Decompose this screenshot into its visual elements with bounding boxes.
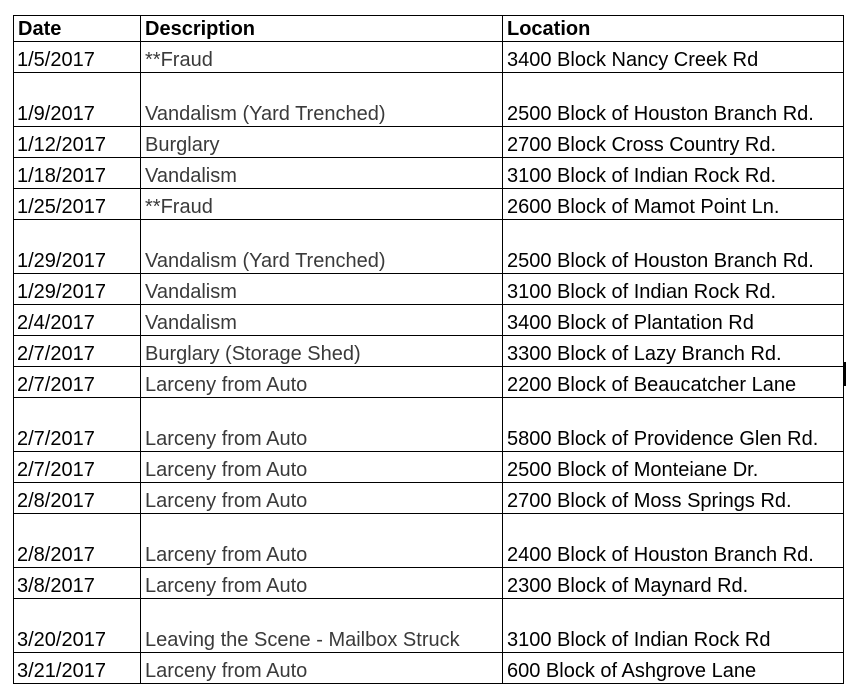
date-cell: 2/7/2017 bbox=[14, 367, 141, 398]
location-cell: 2600 Block of Mamot Point Ln. bbox=[503, 189, 844, 220]
date-cell: 3/21/2017 bbox=[14, 653, 141, 684]
table-row bbox=[14, 483, 844, 514]
header-date: Date bbox=[14, 16, 141, 42]
date-cell: 1/25/2017 bbox=[14, 189, 141, 220]
table-row bbox=[14, 599, 844, 653]
date-cell: 2/4/2017 bbox=[14, 305, 141, 336]
table-row bbox=[14, 336, 844, 367]
date-cell: 1/9/2017 bbox=[14, 73, 141, 127]
header-row bbox=[14, 16, 844, 42]
header-description: Description bbox=[141, 16, 503, 42]
description-cell: Larceny from Auto bbox=[141, 452, 503, 483]
table-row bbox=[14, 514, 844, 568]
table-row bbox=[14, 73, 844, 127]
table-row bbox=[14, 274, 844, 305]
description-cell: Larceny from Auto bbox=[141, 483, 503, 514]
location-cell: 3400 Block Nancy Creek Rd bbox=[503, 42, 844, 73]
table-row bbox=[14, 220, 844, 274]
description-cell: Vandalism bbox=[141, 274, 503, 305]
date-cell: 1/18/2017 bbox=[14, 158, 141, 189]
description-cell: Leaving the Scene - Mailbox Struck bbox=[141, 599, 503, 653]
description-cell: Larceny from Auto bbox=[141, 514, 503, 568]
table-row bbox=[14, 452, 844, 483]
date-cell: 1/5/2017 bbox=[14, 42, 141, 73]
table-row bbox=[14, 568, 844, 599]
table-row bbox=[14, 398, 844, 452]
description-cell: Vandalism bbox=[141, 305, 503, 336]
date-cell: 1/12/2017 bbox=[14, 127, 141, 158]
date-cell: 2/8/2017 bbox=[14, 514, 141, 568]
date-cell: 2/7/2017 bbox=[14, 398, 141, 452]
location-cell: 2500 Block of Houston Branch Rd. bbox=[503, 220, 844, 274]
location-cell: 2700 Block Cross Country Rd. bbox=[503, 127, 844, 158]
description-cell: Larceny from Auto bbox=[141, 398, 503, 452]
table-row bbox=[14, 127, 844, 158]
location-cell: 3400 Block of Plantation Rd bbox=[503, 305, 844, 336]
table-row bbox=[14, 305, 844, 336]
date-cell: 1/29/2017 bbox=[14, 220, 141, 274]
description-cell: Vandalism (Yard Trenched) bbox=[141, 73, 503, 127]
location-cell: 2500 Block of Houston Branch Rd. bbox=[503, 73, 844, 127]
incident-table bbox=[13, 15, 844, 684]
location-cell: 3100 Block of Indian Rock Rd. bbox=[503, 274, 844, 305]
description-cell: Vandalism bbox=[141, 158, 503, 189]
location-cell: 2700 Block of Moss Springs Rd. bbox=[503, 483, 844, 514]
date-cell: 2/7/2017 bbox=[14, 452, 141, 483]
description-cell: Larceny from Auto bbox=[141, 653, 503, 684]
location-cell: 2200 Block of Beaucatcher Lane bbox=[503, 367, 844, 398]
header-location: Location bbox=[503, 16, 844, 42]
description-cell: Vandalism (Yard Trenched) bbox=[141, 220, 503, 274]
description-cell: Burglary (Storage Shed) bbox=[141, 336, 503, 367]
description-cell: Larceny from Auto bbox=[141, 568, 503, 599]
date-cell: 3/8/2017 bbox=[14, 568, 141, 599]
location-cell: 5800 Block of Providence Glen Rd. bbox=[503, 398, 844, 452]
date-cell: 1/29/2017 bbox=[14, 274, 141, 305]
location-cell: 600 Block of Ashgrove Lane bbox=[503, 653, 844, 684]
date-cell: 2/7/2017 bbox=[14, 336, 141, 367]
table-row bbox=[14, 653, 844, 684]
description-cell: **Fraud bbox=[141, 189, 503, 220]
location-cell: 3100 Block of Indian Rock Rd. bbox=[503, 158, 844, 189]
table-row bbox=[14, 42, 844, 73]
location-cell: 2500 Block of Monteiane Dr. bbox=[503, 452, 844, 483]
location-cell: 3300 Block of Lazy Branch Rd. bbox=[503, 336, 844, 367]
table-row bbox=[14, 189, 844, 220]
description-cell: Burglary bbox=[141, 127, 503, 158]
description-cell: **Fraud bbox=[141, 42, 503, 73]
description-cell: Larceny from Auto bbox=[141, 367, 503, 398]
table-row bbox=[14, 367, 844, 398]
location-cell: 2400 Block of Houston Branch Rd. bbox=[503, 514, 844, 568]
table-row bbox=[14, 158, 844, 189]
date-cell: 3/20/2017 bbox=[14, 599, 141, 653]
location-cell: 3100 Block of Indian Rock Rd bbox=[503, 599, 844, 653]
date-cell: 2/8/2017 bbox=[14, 483, 141, 514]
edge-marker bbox=[843, 362, 846, 386]
location-cell: 2300 Block of Maynard Rd. bbox=[503, 568, 844, 599]
